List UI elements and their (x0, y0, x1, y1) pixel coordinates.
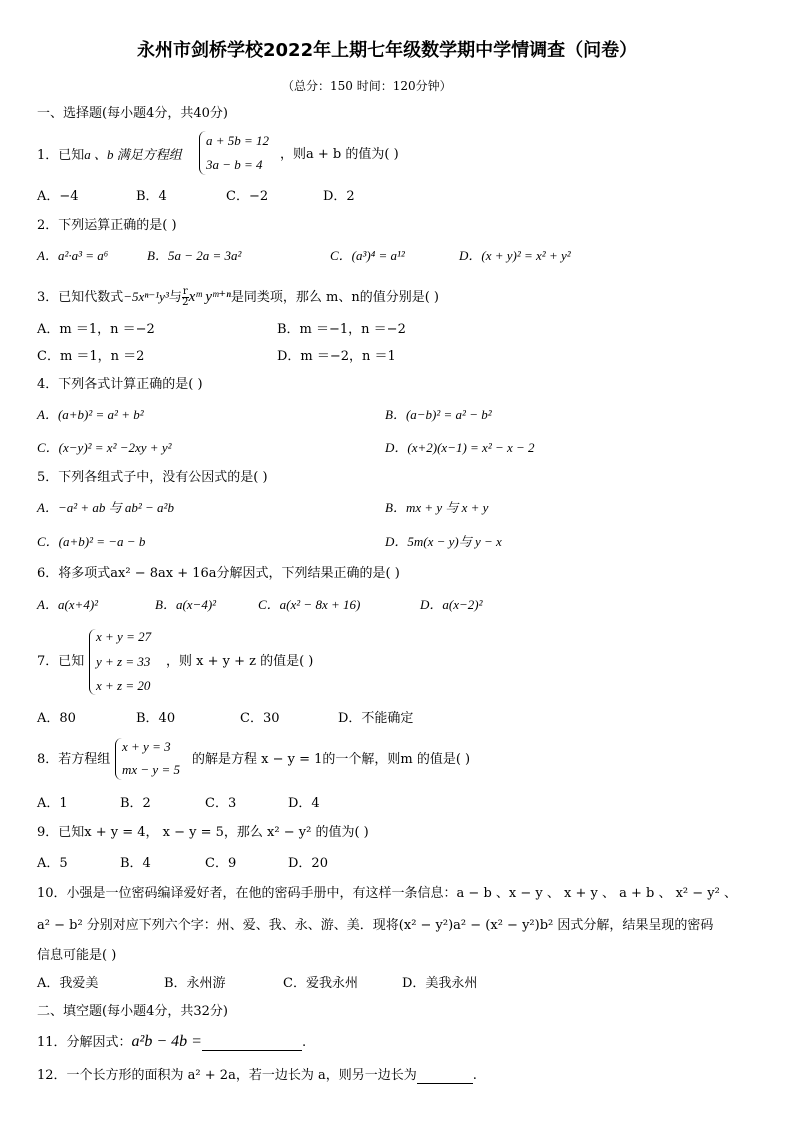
equation-brace (199, 131, 206, 175)
system-equation: x + y = 27 (96, 629, 152, 644)
option-d: D．20 (288, 856, 328, 871)
option-a: A．−4 (37, 189, 79, 204)
answer-blank[interactable] (202, 1036, 302, 1051)
question-7-suffix: ，则 x + y + z 的值是( ) (166, 654, 314, 669)
option-a: A．−a² + ab 与 ab² − a²b (37, 500, 174, 515)
system-equation: x + z = 20 (96, 678, 151, 693)
answer-blank[interactable] (417, 1069, 473, 1084)
question-10-line: a² − b² 分别对应下列六个字：州、爱、我、永、游、美．现将(x² − y²)a² − (x² − y²)b² 因式分解，结果呈现的密码 (37, 918, 714, 933)
option-a: A．5 (37, 856, 68, 871)
option-c: C．(a+b)² = −a − b (37, 534, 146, 549)
option-d: D．2 (323, 189, 355, 204)
question-7-prefix: 7．已知 (37, 654, 85, 669)
section-heading: 二、填空题(每小题4分，共32分) (37, 1004, 228, 1019)
option-b: B．(a−b)² = a² − b² (385, 407, 492, 422)
system-equation: 3a − b = 4 (206, 157, 263, 172)
option-c: C．−2 (226, 189, 269, 204)
option-d: D．(x+2)(x−1) = x² − x − 2 (385, 440, 535, 455)
option-d: D．4 (288, 796, 320, 811)
option-c: C．3 (205, 796, 237, 811)
option-b: B．4 (136, 189, 167, 204)
option-d: D．m ＝−2，n ＝1 (277, 349, 396, 364)
question-6-stem: 6．将多项式ax² − 8ax + 16a分解因式，下列结果正确的是( ) (37, 566, 400, 581)
option-d: D．(x + y)² = x² + y² (459, 248, 571, 263)
question-12: 12．一个长方形的面积为 a² + 2a，若一边长为 a，则另一边长为 . (37, 1068, 477, 1083)
option-d: D．5m(x − y)与 y − x (385, 534, 502, 549)
question-8-suffix: 的解是方程 x − y = 1的一个解，则m 的值是( ) (192, 752, 471, 767)
option-a: A．我爱美 (37, 976, 99, 991)
system-equation: x + y = 3 (122, 739, 171, 754)
question-1-prefix: 1．已知a 、b 满足方程组 (37, 147, 182, 163)
option-d: D．美我永州 (402, 976, 478, 991)
option-a: A．1 (37, 796, 68, 811)
option-a: A．(a+b)² = a² + b² (37, 407, 144, 422)
question-10-line: 10．小强是一位密码编译爱好者，在他的密码手册中，有这样一条信息：a − b 、x − y 、 x + y 、 a + b 、 x² − y² 、 (37, 886, 737, 901)
option-a: A．a²·a³ = a⁶ (37, 248, 109, 263)
system-equation: mx − y = 5 (122, 762, 180, 777)
option-d: D．a(x−2)² (420, 597, 483, 612)
equation-brace (89, 629, 96, 695)
option-b: B．a(x−4)² (155, 597, 217, 612)
option-b: B．永州游 (164, 976, 226, 991)
option-b: B．m ＝−1，n ＝−2 (277, 322, 406, 337)
option-b: B．4 (120, 856, 151, 871)
equation-brace (115, 738, 122, 780)
exam-meta: （总分：150 时间：120分钟） (282, 79, 452, 93)
option-c: C．30 (240, 711, 280, 726)
option-b: B．40 (136, 711, 176, 726)
option-a: A．m ＝1，n ＝−2 (37, 322, 155, 337)
option-c: C．m ＝1，n ＝2 (37, 349, 145, 364)
option-b: B．2 (120, 796, 151, 811)
question-1-suffix: ，则a + b 的值为( ) (280, 147, 399, 162)
option-c: C．(x−y)² = x² −2xy + y² (37, 440, 172, 455)
question-9-stem: 9．已知x + y = 4， x − y = 5，那么 x² − y² 的值为( ) (37, 825, 369, 840)
option-c: C．爱我永州 (283, 976, 358, 991)
question-4-stem: 4．下列各式计算正确的是( ) (37, 377, 203, 392)
question-11: 11．分解因式：a²b − 4b = . (37, 1033, 307, 1050)
question-3-stem: 3．已知代数式−5xⁿ⁻¹y³与 $\frac{r}{2}$ xᵐ yᵐ⁺ⁿ是同类项，那么 m、n的值分别是( ) (37, 286, 439, 308)
option-c: C．a(x² − 8x + 16) (258, 597, 361, 612)
question-10-line: 信息可能是( ) (37, 948, 117, 963)
question-5-stem: 5．下列各组式子中，没有公因式的是( ) (37, 470, 268, 485)
system-equation: a + 5b = 12 (206, 133, 270, 148)
page-title: 永州市剑桥学校2022年上期七年级数学期中学情调查（问卷） (137, 40, 638, 61)
question-8-prefix: 8．若方程组 (37, 752, 111, 767)
option-d: D．不能确定 (338, 711, 414, 726)
option-a: A．80 (37, 711, 76, 726)
option-a: A．a(x+4)² (37, 597, 99, 612)
option-b: B．mx + y 与 x + y (385, 500, 489, 515)
option-c: C．(a³)⁴ = a¹² (330, 248, 405, 263)
option-b: B．5a − 2a = 3a² (147, 248, 242, 263)
system-equation: y + z = 33 (96, 654, 151, 669)
fraction: $\frac{r}{2}$ (182, 286, 189, 308)
question-2-stem: 2．下列运算正确的是( ) (37, 218, 177, 233)
option-c: C．9 (205, 856, 237, 871)
section-heading: 一、选择题(每小题4分，共40分) (37, 106, 228, 121)
